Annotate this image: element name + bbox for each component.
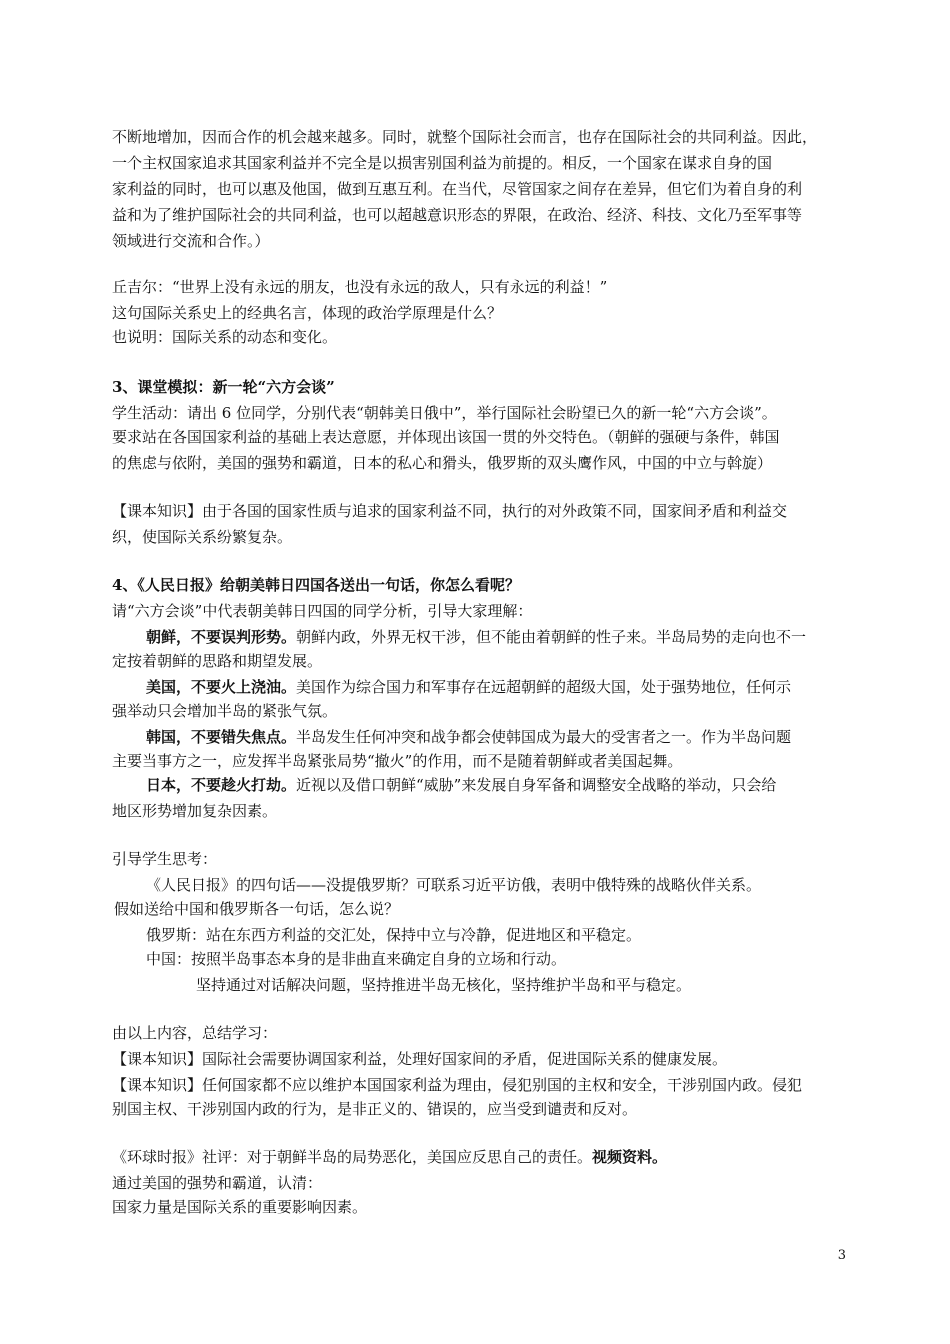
closing-line: 通过美国的强势和霸道，认清： — [112, 1174, 323, 1192]
editorial-text: 《环球时报》社评：对于朝鲜半岛的局势恶化，美国应反思自己的责任。 — [112, 1148, 593, 1166]
section-3-line: 要求站在各国国家利益的基础上表达意愿，并体现出该国一贯的外交特色。（朝鲜的强硬与条件，韩国 — [112, 428, 780, 446]
paragraph-line: 不断地增加，因而合作的机会越来越多。同时，就整个国际社会而言，也存在国际社会的共同利益。因此， — [112, 128, 818, 146]
item-label: 韩国，不要错失焦点。 — [146, 728, 297, 746]
item-north-korea — [146, 626, 806, 648]
item-japan — [146, 774, 776, 796]
quote-explanation: 也说明：国际关系的动态和变化。 — [112, 328, 338, 346]
section-3-heading: 3、课堂模拟：新一轮“六方会谈” — [112, 378, 335, 396]
paragraph-line: 领域进行交流和合作。） — [112, 232, 270, 250]
textbook-knowledge: 【课本知识】由于各国的国家性质与追求的国家利益不同，执行的对外政策不同，国家间矛盾和利益交 — [112, 502, 788, 520]
summary-title: 由以上内容，总结学习： — [112, 1024, 278, 1042]
section-3-line: 的焦虑与依附，美国的强势和霸道，日本的私心和猾头，俄罗斯的双头鹰作风，中国的中立与斡旋） — [112, 454, 773, 472]
paragraph-line: 一个主权国家追求其国家利益并不完全是以损害别国利益为前提的。相反，一个国家在谋求自身的国 — [112, 154, 773, 172]
churchill-quote: 丘吉尔：“世界上没有永远的朋友，也没有永远的敌人，只有永远的利益！” — [112, 278, 608, 296]
guide-title: 引导学生思考： — [112, 850, 218, 868]
item-usa — [146, 676, 791, 698]
guide-line: 《人民日报》的四句话——没提俄罗斯？可联系习近平访俄，表明中俄特殊的战略伙伴关系。 — [146, 876, 762, 894]
textbook-knowledge: 【课本知识】任何国家都不应以维护本国国家利益为理由，侵犯别国的主权和安全，干涉别国内政。侵犯 — [112, 1076, 803, 1094]
paragraph-line: 家利益的同时，也可以惠及他国，做到互惠互利。在当代，尽管国家之间存在差异，但它们为着自身的利 — [112, 180, 803, 198]
item-text-cont: 主要当事方之一，应发挥半岛紧张局势“撤火”的作用，而不是随着朝鲜或者美国起舞。 — [112, 752, 683, 770]
textbook-knowledge: 别国主权、干涉别国内政的行为，是非正义的、错误的，应当受到谴责和反对。 — [112, 1100, 638, 1118]
item-text: 半岛发生任何冲突和战争都会使韩国成为最大的受害者之一。作为半岛问题 — [296, 728, 792, 746]
guide-line: 假如送给中国和俄罗斯各一句话，怎么说？ — [114, 900, 400, 918]
item-text: 美国作为综合国力和军事存在远超朝鲜的超级大国，处于强势地位，任何示 — [296, 678, 792, 696]
paragraph-line: 益和为了维护国际社会的共同利益，也可以超越意识形态的界限，在政治、经济、科技、文化乃至军事等 — [112, 206, 803, 224]
item-label: 日本，不要趁火打劫。 — [146, 776, 297, 794]
item-text-cont: 定按着朝鲜的思路和期望发展。 — [112, 652, 323, 670]
item-south-korea — [146, 726, 791, 748]
item-text: 朝鲜内政，外界无权干涉，但不能由着朝鲜的性子来。半岛局势的走向也不一 — [296, 628, 807, 646]
section-4-intro: 请“六方会谈”中代表朝美韩日四国的同学分析，引导大家理解： — [112, 602, 533, 620]
item-label: 朝鲜，不要误判形势。 — [146, 628, 297, 646]
closing-line: 国家力量是国际关系的重要影响因素。 — [112, 1198, 368, 1216]
guide-russia: 俄罗斯：站在东西方利益的交汇处，保持中立与冷静，促进地区和平稳定。 — [146, 926, 642, 944]
section-3-line: 学生活动：请出 6 位同学，分别代表“朝韩美日俄中”，举行国际社会盼望已久的新一轮“六方会谈”。 — [112, 404, 777, 422]
guide-china: 中国：按照半岛事态本身的是非曲直来确定自身的立场和行动。 — [146, 950, 567, 968]
global-times-line — [112, 1146, 667, 1168]
video-material-label: 视频资料。 — [592, 1148, 668, 1166]
quote-question: 这句国际关系史上的经典名言，体现的政治学原理是什么？ — [112, 304, 503, 322]
item-label: 美国，不要火上浇油。 — [146, 678, 297, 696]
item-text-cont: 强举动只会增加半岛的紧张气氛。 — [112, 702, 338, 720]
textbook-knowledge: 【课本知识】国际社会需要协调国家利益，处理好国家间的矛盾，促进国际关系的健康发展。 — [112, 1050, 728, 1068]
guide-china-cont: 坚持通过对话解决问题，坚持推进半岛无核化，坚持维护半岛和平与稳定。 — [196, 976, 692, 994]
textbook-knowledge: 织，使国际关系纷繁复杂。 — [112, 528, 293, 546]
item-text: 近视以及借口朝鲜“威胁”来发展自身军备和调整安全战略的举动，只会给 — [296, 776, 777, 794]
page-number: 3 — [837, 1248, 846, 1263]
section-4-heading: 4、《人民日报》给朝美韩日四国各送出一句话，你怎么看呢？ — [112, 576, 520, 594]
item-text-cont: 地区形势增加复杂因素。 — [112, 802, 278, 820]
